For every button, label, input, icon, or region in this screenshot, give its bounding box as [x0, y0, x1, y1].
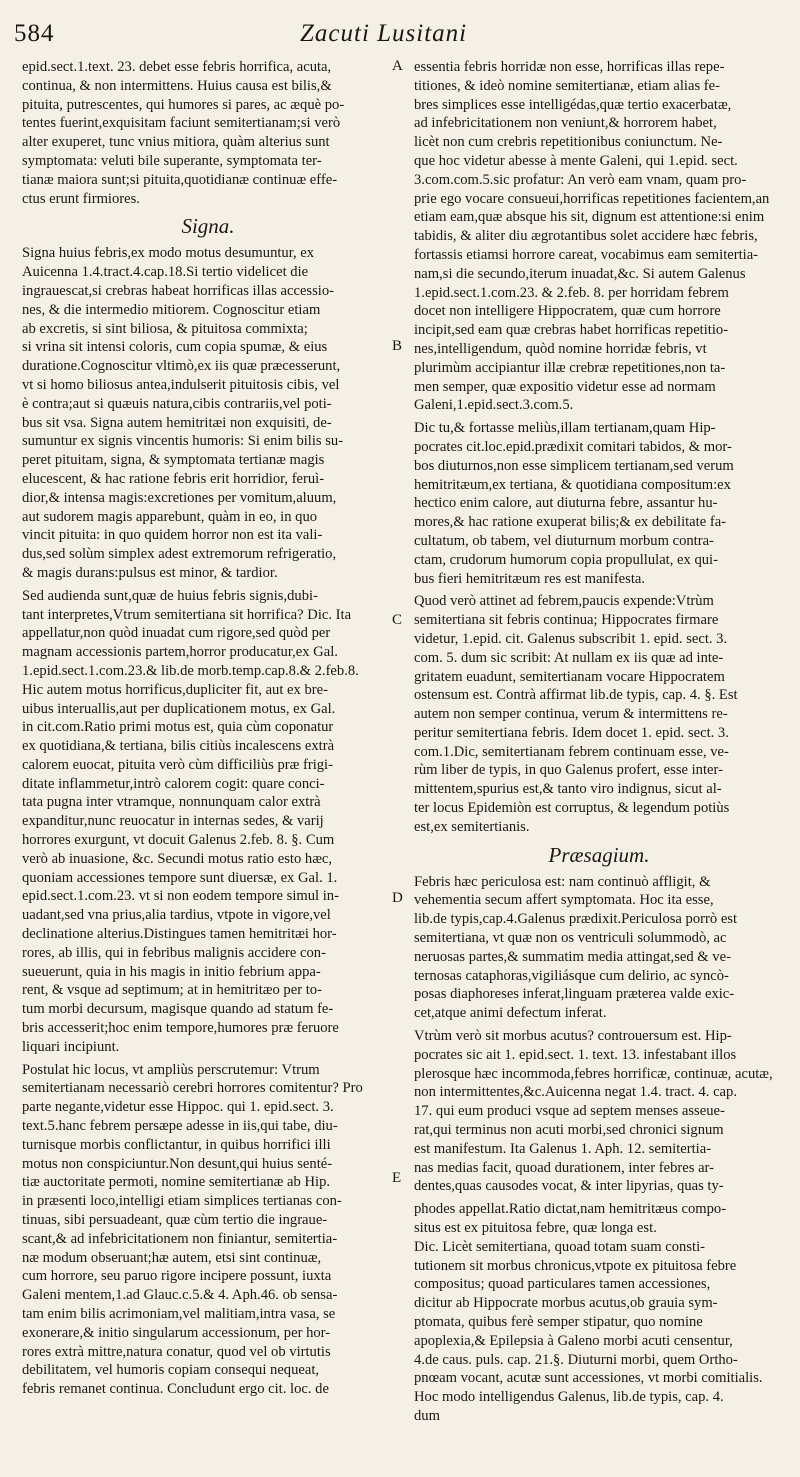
text-line: epid.sect.1.com.23. vt si non eodem tempore simul in-	[22, 888, 339, 905]
text-line: hemitritæum,ex tertiana, & quotidiana compositum:ex	[414, 476, 731, 493]
page-number: 584	[14, 20, 55, 47]
text-line: situs est ex pituitosa febre, quæ longa est.	[414, 1220, 657, 1237]
text-line: exonerare,& initio singularum accessionum, per hor-	[22, 1324, 331, 1341]
text-line: horrores exurgunt, vt docuit Galenus 2.feb. 8. §. Cum	[22, 832, 335, 849]
text-line: titiones, & ideò nomine semitertianæ, etiam alias fe-	[414, 77, 720, 94]
text-line: uadant,sed vna prius,alia tardius, vtpote in vigore,vel	[22, 907, 331, 924]
text-line: tabidis, & aliter diu ægrotantibus solet accidere hæc febris,	[414, 228, 758, 245]
text-line: autem non semper continua, verum & intermittens re-	[414, 706, 728, 723]
text-line: tiæ auctoritate permoti, nomine semitertianæ ab Hip.	[22, 1174, 331, 1191]
text-line: compositus; quoad particulares tamen accessiones,	[414, 1276, 711, 1293]
text-line: vt si homo biliosus antea,indulserit pituitosis cibis, vel	[22, 376, 340, 393]
text-line: que hoc videtur abesse à mente Galeni, qui 1.epid. sect.	[414, 152, 738, 169]
text-line: in cit.com.Ratio primi motus est, quia cùm coponatur	[22, 719, 334, 736]
text-line: Dic. Licèt semitertiana, quoad totam suam consti-	[414, 1238, 705, 1255]
text-line: rores, ab illis, qui in febribus malignis accidere con-	[22, 944, 326, 961]
text-line: ctus erunt firmiores.	[22, 190, 140, 207]
text-line: ditate inflammetur,intrò calorem cogit: quare conci-	[22, 775, 325, 792]
text-line: tinuas, sibi persuadeant, quæ cùm tertio die ingraue-	[22, 1212, 328, 1229]
text-line: mores,& hac ratione exuperat bilis;& ex debilitate fa-	[414, 514, 727, 531]
text-line: licèt non cum crebris repetitionibus coniunctum. Ne-	[414, 134, 723, 151]
text-line: text.5.hanc febrem persæpe adesse in iis,qui tabe, diu-	[22, 1118, 338, 1135]
text-line: com. 5. dum sic scribit: At nullam ex iis quæ ad inte-	[414, 649, 724, 666]
text-line: tant interpretes,Vtrum semitertiana sit horrifica? Dic. Ita	[22, 606, 352, 623]
text-line: nes,intelligendum, quòd nomine horridæ febris, vt	[414, 340, 707, 357]
text-line: Galeni,1.epid.sect.3.com.5.	[414, 397, 574, 414]
text-line: turnisque morbis conflictantur, in quibus horrifici illi	[22, 1136, 331, 1153]
margin-letter-d: D	[392, 890, 403, 906]
text-line: febris remanet continua. Concludunt ergo cit. loc. de	[22, 1381, 329, 1398]
text-line: ingrauescat,si crebras habeat horrificas illas accessio-	[22, 282, 334, 299]
text-line: tata pugna inter vtramque, nonnunquam calor extrà	[22, 794, 321, 811]
text-line: est manifestum. Ita Galenus 1. Aph. 12. semitertia-	[414, 1140, 712, 1157]
text-line: 1.epid.sect.1.com.23.& lib.de morb.temp.cap.8.& 2.feb.8.	[22, 662, 359, 679]
text-line: 17. qui eum produci vsque ad septem menses asseue-	[414, 1103, 725, 1120]
right-text-column	[414, 58, 784, 1426]
text-line: aut sudorem magis apparebunt, quàm in eo, in quo	[22, 508, 318, 525]
margin-letter-b: B	[392, 338, 403, 354]
text-line: Febris hæc periculosa est: nam continuò affligit, &	[414, 873, 711, 890]
text-line: scant,& ad infebricitationem non finiantur, semitertia-	[22, 1230, 338, 1247]
text-line: cultatum, ob tabem, vel diuturnum morbum contra-	[414, 532, 714, 549]
text-line: Galeni mentem,1.ad Glauc.c.5.& 4. Aph.46. ob sensa-	[22, 1287, 338, 1304]
text-line: plurimùm accipiantur illæ crebræ repetitiones,non ta-	[414, 359, 726, 376]
margin-letter-c: C	[392, 612, 403, 628]
text-line: sumuntur ex signis vincentis humoris: Si enim bilis su-	[22, 433, 344, 450]
text-line: uibus interuallis,aut per duplicationem motus, ex Gal.	[22, 700, 336, 717]
text-line: men semper, quæ expositio videtur esse ad normam	[414, 378, 716, 395]
text-line: peret pituitam, signa, & symptomata tertianæ magis	[22, 452, 325, 469]
text-line: si vrina sit intensi coloris, cum copia spumæ, & eius	[22, 339, 328, 356]
text-line: vincit pituita: in quo quidem horror non est ita vali-	[22, 527, 323, 544]
text-line: nam,si die secundo,iterum inuadat,&c. Si autem Galenus	[414, 265, 746, 282]
text-line: dentes,quas causodes vocat, & inter lipyrias, quas ty-	[414, 1178, 724, 1195]
text-line: quoniam accessiones tempore sunt diuersæ, ex Gal. 1.	[22, 869, 338, 886]
text-line: ctam, crudorum humorum copia propullulat, ex qui-	[414, 551, 718, 568]
text-line: semitertiana sit febris continua; Hippocrates firmare	[414, 612, 719, 629]
text-line: tam enim bilis acrimoniam,vel malitiam,intra vasa, se	[22, 1306, 336, 1322]
text-line: ptomata, quibus ferè semper stipatur, quo nomine	[414, 1314, 703, 1330]
text-line: ostensum est. Contrà affirmat lib.de typis, cap. 4. §. Est	[414, 687, 738, 704]
text-line: magnam accessionis partem,horror producatur,ex Gal.	[22, 644, 338, 661]
text-line: bris accesserit;hoc enim tempore,humores præ feruore	[22, 1020, 339, 1037]
text-line: essentia febris horridæ non esse, horrificas illas repe-	[414, 59, 725, 75]
text-line: 3.com.com.5.sic profatur: An verò eam vnam, quam pro-	[414, 171, 747, 188]
section-heading: Præsagium.	[548, 842, 650, 867]
text-line: peritur semitertiana febris. Idem docet 1. epid. sect. 3.	[414, 724, 729, 741]
left-text-column	[22, 58, 394, 1399]
text-line: incipit,sed eam quæ crebras habet horrificas repetitio-	[414, 322, 729, 339]
text-line: bus sit vsa. Signa autem hemitritæi non exquisiti, de-	[22, 414, 332, 431]
text-line: parte negante,videtur esse Hippoc. qui 1. epid.sect. 3.	[22, 1099, 334, 1116]
text-line: alter exuperet, tunc vnius mitiora, quàm alterius sunt	[22, 134, 330, 151]
text-line: nes, & die intermedio mitiorem. Cognoscitur etiam	[22, 301, 321, 318]
text-line: ternosas cataphoras,vigiliásque cum delirio, ac syncò-	[414, 967, 729, 984]
text-line: motus non conspiciuntur.Non desunt,qui huius senté-	[22, 1155, 333, 1172]
text-line: calorem euocat, pituita verò cùm difficiliùs præ frigi-	[22, 756, 333, 773]
text-line: 1.epid.sect.1.com.23. & 2.feb. 8. per horridam febrem	[414, 284, 729, 301]
text-line: cet,atque animi defectum inferat.	[414, 1005, 607, 1022]
text-line: dum	[414, 1407, 440, 1424]
text-line: dior,& intensa magis:excretiones per vomitum,aluum,	[22, 489, 337, 506]
text-line: Hoc modo intelligendus Galenus, lib.de typis, cap. 4.	[414, 1389, 724, 1406]
text-line: symptomata: veluti bile superante, symptomata ter-	[22, 152, 322, 169]
text-line: Postulat hic locus, vt ampliùs perscrutemur: Vtrum	[22, 1061, 320, 1078]
text-line: plerosque hæc incommoda,febres horrificæ, continuæ, acutæ,	[414, 1065, 773, 1082]
text-line: tum morbi decursum, magisque quando ad statum fe-	[22, 1001, 334, 1018]
text-line: com.1.Dic, semitertianam febrem continuam esse, ve-	[414, 743, 729, 760]
text-line: in præsenti loco,intelligi etiam simplices tertianas con-	[22, 1193, 342, 1210]
text-line: ter locus Epidemiòn est corruptus, & legendum potiùs	[414, 800, 730, 817]
text-line: rùm liber de typis, in quo Galenus profert, esse inter-	[414, 762, 723, 779]
text-line: epid.sect.1.text. 23. debet esse febris horrifica, acuta,	[22, 59, 332, 75]
text-line: gritatem euadunt, semitertianam vocare Hippocratem	[414, 668, 725, 685]
text-line: Quod verò attinet ad febrem,paucis expende:Vtrùm	[414, 593, 714, 610]
text-line: tutionem sit morbus chronicus,vtpote ex pituitosa febre	[414, 1257, 737, 1274]
text-line: neruosas partes,& summatim media attingat,sed & ve-	[414, 948, 731, 965]
text-line: Auicenna 1.4.tract.4.cap.18.Si tertio videlicet die	[22, 264, 309, 281]
text-line: liquari incipiunt.	[22, 1038, 120, 1055]
text-line: lib.de typis,cap.4.Galenus prædixit.Periculosa porrò est	[414, 911, 738, 928]
section-heading: Signa.	[181, 214, 235, 239]
text-line: è contra;aut si quæuis natura,cibis contrariis,vel poti-	[22, 395, 332, 412]
text-line: Vtrùm verò sit morbus acutus? controuersum est. Hip-	[414, 1028, 732, 1045]
text-line: ad infebricitationem non veniunt,& horrorem habet,	[414, 115, 717, 132]
text-line: debilitatem, vel humoris copiam consequi nequeat,	[22, 1362, 320, 1379]
text-line: apoplexia,& Epilepsia à Galeno morbi acuti censentur,	[414, 1332, 733, 1349]
text-line: bres simplices esse intelligédas,quæ tertio exacerbatæ,	[414, 96, 732, 113]
text-line: semitertiana, vt quæ non os ventriculi solummodò, ac	[414, 930, 727, 947]
text-line: Hic autem motus horrificus,dupliciter fit, aut ex bre-	[22, 681, 328, 698]
text-line: pocrates cit.loc.epid.prædixit comitari tabidos, & mor-	[414, 438, 732, 455]
text-line: bos diuturnos,non esse simplicem tertianam,sed verum	[414, 457, 734, 474]
text-line: prie ego vocare consueui,horrificas repetitiones facientem,an	[414, 190, 770, 207]
text-line: tentes fuerint,exquisitam faciunt semitertianam;si verò	[22, 115, 341, 132]
text-line: fortassis etiamsi horrore careat, vocabimus eam semitertia-	[414, 246, 759, 263]
text-line: rent, & vsque ad septimum; at in hemitritæo per to-	[22, 982, 322, 999]
text-line: & magis durans:pulsus est minor, & tardior.	[22, 564, 278, 581]
text-line: sueuerunt, quia in his magis in initio febrium appa-	[22, 963, 321, 980]
text-line: vehementia secum affert symptomata. Hoc ita esse,	[414, 892, 714, 909]
text-line: næ modum obseruant;hæ autem, etsi sint continuæ,	[22, 1249, 322, 1266]
text-line: 4.de caus. puls. cap. 21.§. Diuturni morbi, quem Ortho-	[414, 1351, 738, 1368]
text-line: est,ex semitertianis.	[414, 818, 530, 835]
text-line: declinatione alterius.Distingues tamen hemitritæi hor-	[22, 926, 337, 943]
text-line: etiam eam,quæ absque his sit, dignum est attentione:si enim	[414, 209, 765, 226]
text-line: appellatur,non quòd inuadat cum rigore,sed quòd per	[22, 625, 331, 642]
text-line: nas medias facit, quoad durationem, inter febres ar-	[414, 1159, 714, 1176]
text-line: pnœam vocant, acutæ sunt accessiones, vt morbi comitialis.	[414, 1370, 763, 1387]
text-line: dicitur ab Hippocrate morbus acutus,ob grauia sym-	[414, 1295, 718, 1312]
text-line: tianæ maiora sunt;si pituita,quotidianæ continuæ effe-	[22, 171, 338, 188]
text-line: semitertianam necessariò cerebri horrores comitentur? Pro	[22, 1080, 363, 1097]
text-line: hectico enim calore, aut diuturna febre, assantur hu-	[414, 495, 718, 512]
text-line: verò ab inuasione, &c. Secundi motus ratio esto hæc,	[22, 850, 333, 867]
text-line: ab excretis, si sint biliosa, & pituitosa commixta;	[22, 320, 308, 337]
text-line: videtur, 1.epid. cit. Galenus subscribit 1. epid. sect. 3.	[414, 630, 728, 647]
text-line: posas diaphoreses inferat,linguam præterea valde exic-	[414, 986, 735, 1003]
running-head: Zacuti Lusitani	[300, 20, 468, 47]
text-line: continua, & non intermittens. Huius causa est bilis,&	[22, 77, 332, 94]
text-line: phodes appellat.Ratio dictat,nam hemitritæus compo-	[414, 1201, 727, 1218]
text-line: Sed audienda sunt,quæ de huius febris signis,dubi-	[22, 587, 318, 604]
text-line: elucescent, & hac ratione febris erit horridior, feruì-	[22, 470, 325, 487]
text-line: duratione.Cognoscitur vltimò,ex iis quæ præcesserunt,	[22, 358, 341, 375]
text-line: bus fieri hemitritæum res est manifesta.	[414, 570, 646, 587]
text-line: pocrates sic ait 1. epid.sect. 1. text. 13. infestabant illos	[414, 1046, 737, 1063]
margin-letter-e: E	[392, 1170, 402, 1186]
margin-letter-a: A	[392, 58, 403, 74]
text-line: mittentem,spurius est,& tanto viro indignus, sicut al-	[414, 781, 722, 798]
text-line: dus,sed solùm simplex adest extremorum refrigeratio,	[22, 546, 337, 563]
text-line: non intermittentes,&c.Auicenna negat 1.4. tract. 4. cap.	[414, 1084, 737, 1101]
text-line: cum horrore, seu paruo rigore incipere possunt, iuxta	[22, 1268, 332, 1285]
text-line: rat,qui terminus non acuti morbi,sed chronici signum	[414, 1122, 724, 1139]
text-line: docet non intelligere Hippocratem, quæ cum horrore	[414, 303, 721, 320]
text-line: Signa huius febris,ex modo motus desumuntur, ex	[22, 245, 315, 262]
text-line: pituita, putrescentes, qui humores si pares, ac æquè po-	[22, 96, 345, 113]
text-line: expanditur,nunc reuocatur in internas sedes, & varij	[22, 813, 324, 830]
text-line: ex quotidiana,& tertiana, bilis citiùs incalescens extrà	[22, 738, 335, 755]
text-line: Dic tu,& fortasse meliùs,illam tertianam,quam Hip-	[414, 420, 716, 437]
text-line: rores extrà mittre,natura conatur, quod vel ob virtutis	[22, 1343, 331, 1360]
